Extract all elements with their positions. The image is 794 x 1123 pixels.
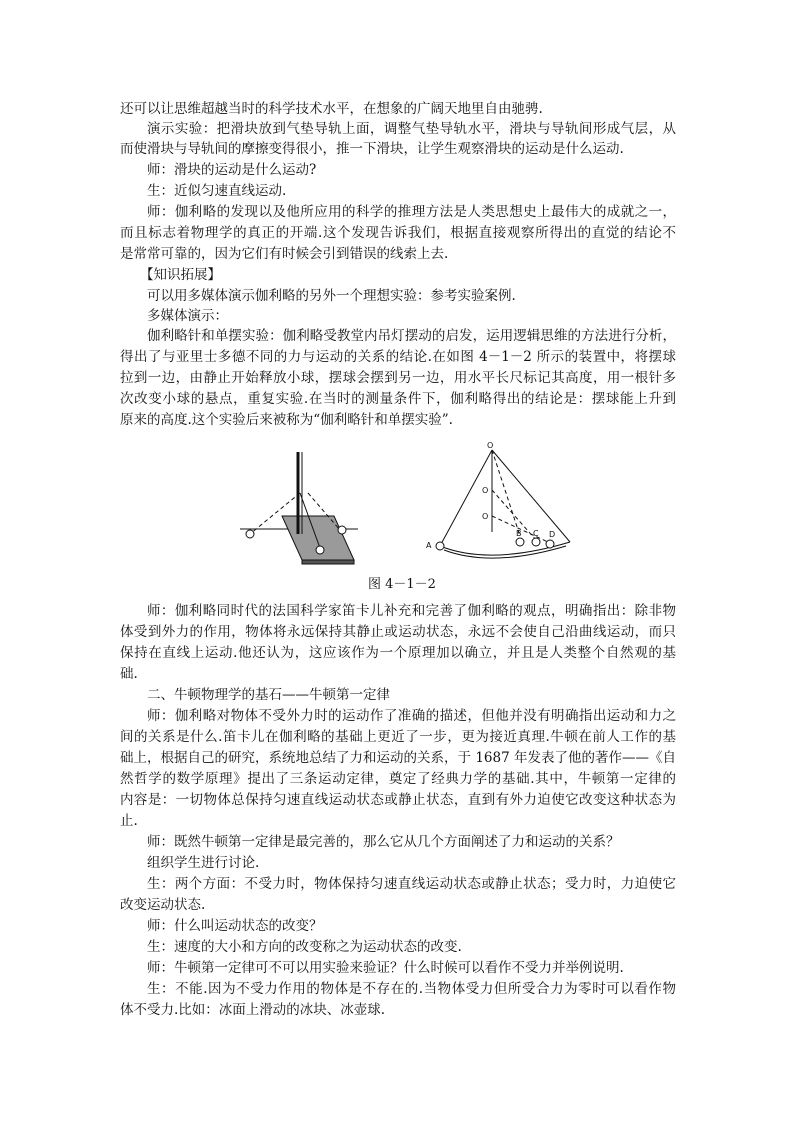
- text-line: 原来的高度.这个实验后来被称为“伽利略针和单摆实验”.: [120, 412, 453, 428]
- text-line: 生：不能.因为不受力作用的物体是不存在的.当物体受力但所受合力为零时可以看作物: [147, 981, 676, 997]
- text-line: 然哲学的数学原理》提出了三条运动定律，奠定了经典力学的基础.其中，牛顿第一定律的: [120, 771, 676, 787]
- text-line: 是常常可靠的，因为它们有时候会引到错误的线索上去.: [120, 246, 449, 262]
- text-line: 改变运动状态.: [120, 897, 206, 913]
- text-line: 间的关系是什么.笛卡儿在伽利略的基础上更近了一步，更为接近真理.牛顿在前人工作的基: [120, 729, 676, 745]
- text-line: 内容是：一切物体总保持匀速直线运动状态或静止状态，直到有外力迫使它改变这种状态为: [120, 792, 676, 808]
- label-o-mid1: O: [482, 486, 489, 495]
- text-line: 保持在直线上运动.他还认为，这应该作为一个原理加以确立，并且是人类整个自然观的基: [120, 645, 676, 661]
- text-line: 师：伽利略的发现以及他所应用的科学的推理方法是人类思想史上最伟大的成就之一，: [147, 204, 676, 220]
- label-d: D: [549, 530, 556, 539]
- text-line: 生：两个方面：不受力时，物体保持匀速直线运动状态或静止状态；受力时，力迫使它: [147, 876, 676, 892]
- text-line: 而且标志着物理学的真正的开端.这个发现告诉我们，根据直接观察所得出的直觉的结论不: [120, 225, 676, 241]
- pin-pendulum-apparatus: [240, 452, 358, 564]
- text-line: 师：滑块的运动是什么运动?: [147, 162, 317, 178]
- text-line: 师：牛顿第一定律可不可以用实验来验证？什么时候可以看作不受力并举例说明.: [147, 960, 624, 976]
- text-line: 师：伽利略同时代的法国科学家笛卡儿补充和完善了伽利略的观点，明确指出：除非物: [147, 603, 676, 619]
- text-line: 师：既然牛顿第一定律是最完善的，那么它从几个方面阐述了力和运动的关系？: [147, 834, 620, 850]
- text-line: 师：伽利略对物体不受外力时的运动作了准确的描述，但他并没有明确指出运动和力之: [147, 708, 676, 724]
- label-c: C: [533, 529, 539, 538]
- section-heading: 【知识拓展】: [140, 267, 221, 283]
- text-line: 得出了与亚里士多德不同的力与运动的关系的结论.在如图 4－1－2 所示的装置中，将摆球: [120, 349, 676, 365]
- text-line: 拉到一边，由静止开始释放小球，摆球会摆到另一边，用水平长尺标记其高度，用一根针多: [120, 370, 676, 386]
- text-line: 而使滑块与导轨间的摩擦变得很小，推一下滑块，让学生观察滑块的运动是什么运动.: [120, 141, 624, 157]
- figure-caption: 图 4－1－2: [368, 577, 436, 592]
- text-line: 生：速度的大小和方向的改变称之为运动状态的改变.: [147, 939, 462, 955]
- text-line: 体不受力.比如：冰面上滑动的冰块、冰壶球.: [120, 1002, 386, 1018]
- text-line: 组织学生进行讨论.: [147, 855, 260, 871]
- text-line: 础上，根据自己的研究，系统地总结了力和运动的关系，于 1687 年发表了他的著作——《自: [120, 750, 676, 766]
- label-a: A: [426, 541, 432, 550]
- text-line: 础.: [120, 666, 138, 682]
- text-line: 演示实验：把滑块放到气垫导轨上面，调整气垫导轨水平，滑块与导轨间形成气层，从: [147, 121, 676, 137]
- label-o-mid2: O: [482, 512, 489, 521]
- text-line: 次改变小球的悬点，重复实验.在当时的测量条件下，伽利略得出的结论是：摆球能上升到: [120, 391, 676, 407]
- label-o-top: O: [487, 441, 494, 450]
- text-line: 伽利略针和单摆实验：伽利略受教堂内吊灯摆动的启发，运用逻辑思维的方法进行分析，: [147, 328, 676, 344]
- text-line: 可以用多媒体演示伽利略的另外一个理想实验：参考实验案例.: [147, 288, 516, 304]
- section-heading: 二、牛顿物理学的基石——牛顿第一定律: [147, 687, 390, 703]
- text-line: 还可以让思维超越当时的科学技术水平，在想象的广阔天地里自由驰骋.: [120, 101, 543, 117]
- text-line: 生：近似匀速直线运动.: [147, 183, 287, 199]
- label-b: B: [516, 529, 522, 538]
- text-line: 体受到外力的作用，物体将永远保持其静止或运动状态，永远不会使自己沿曲线运动，而只: [120, 624, 676, 640]
- cone-pendulum-diagram: [436, 450, 570, 558]
- text-line: 多媒体演示：: [147, 308, 228, 324]
- pendulum-figure: [230, 438, 590, 568]
- text-line: 师：什么叫运动状态的改变？: [147, 918, 323, 934]
- text-line: 止.: [120, 813, 138, 829]
